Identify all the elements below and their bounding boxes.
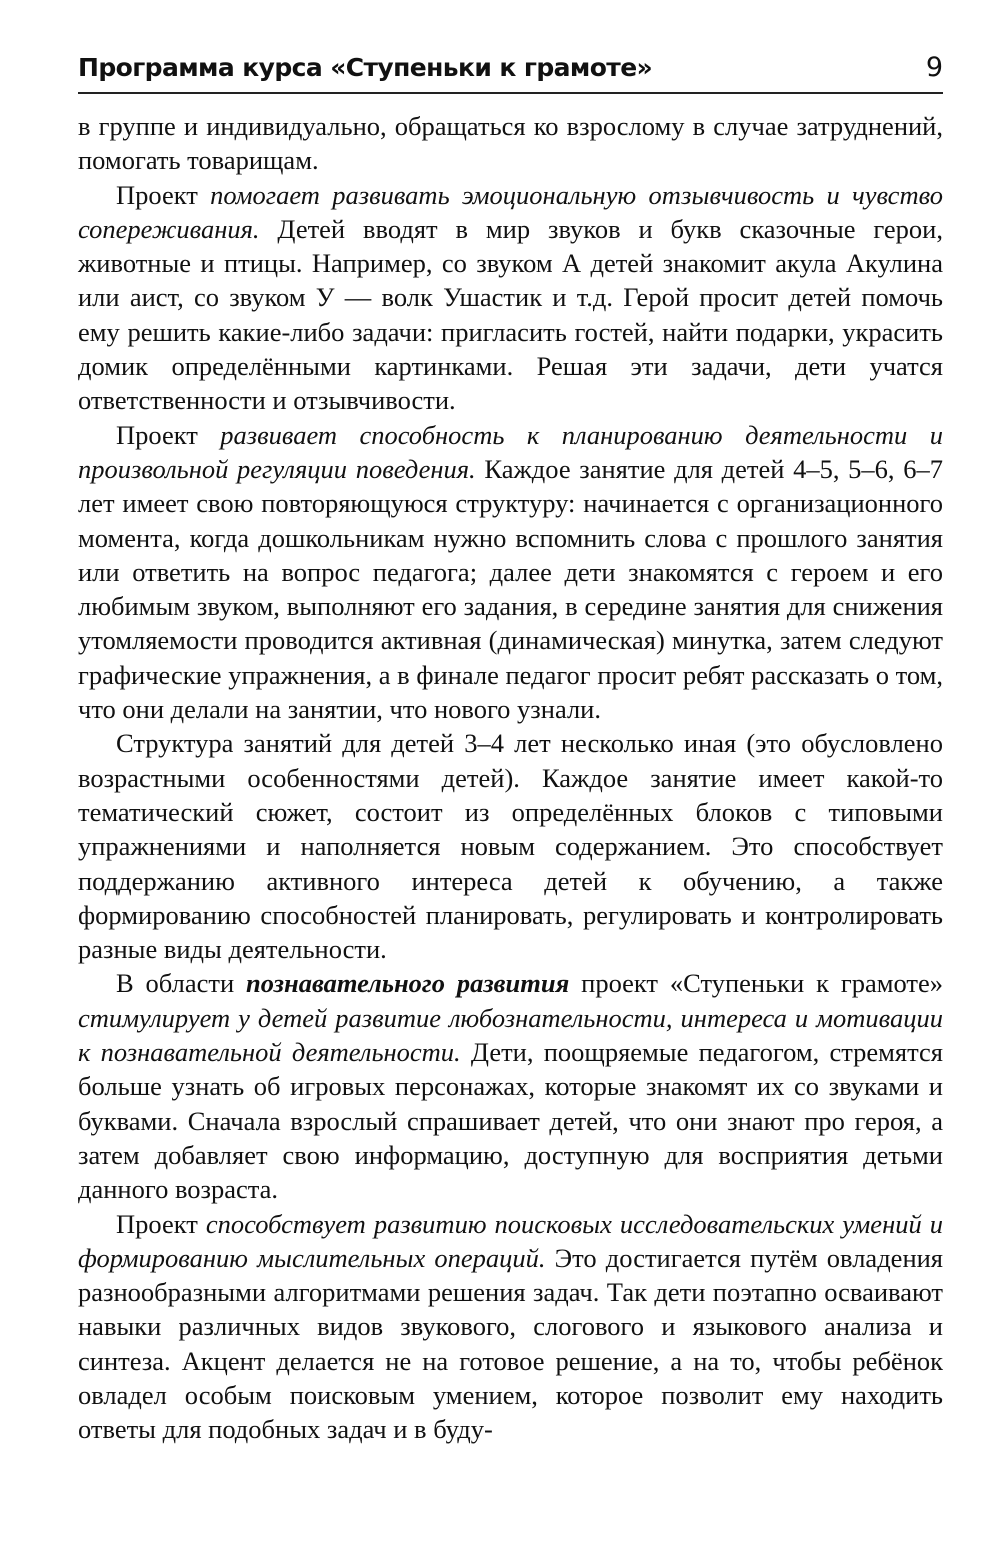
paragraph-3-lead: Проект (116, 419, 221, 450)
header-title: Программа курса «Ступеньки к грамоте» (78, 53, 653, 82)
paragraph-1 (78, 109, 943, 178)
paragraph-3 (78, 418, 943, 727)
paragraph-6-rest: Это достигается путём овладения разнообразными алгоритмами решения задач. Так дети поэтапно осваивают навыки различных видов звукового, слогового и языкового анализа и синтеза. Акцент делается не на готовое решение, а на то, чтобы ребёнок овладел особым поисковым умением, которое позволит ему находить ответы для подобных задач и в буду- (78, 1242, 943, 1445)
paragraph-2-lead: Проект (116, 179, 211, 210)
paragraph-3-emphasis: развивает способность к планированию деятельности и произвольной регуляции поведения. (78, 419, 943, 484)
paragraph-6 (78, 1207, 943, 1447)
paragraph-1-text: в группе и индивидуально, обращаться ко взрослому в случае затруднений, помогать товарищам. (78, 111, 943, 176)
paragraph-5-emphasis: стимулирует у детей развитие любознательности, интереса и мотивации к познавательной деятельности. (78, 1002, 943, 1068)
running-header (78, 46, 943, 94)
paragraph-5-lead: В области (116, 968, 247, 999)
paragraph-5 (78, 966, 943, 1206)
paragraph-5-bold-emphasis: познавательного развития (246, 968, 570, 999)
paragraph-2-rest: Детей вводят в мир звуков и букв сказочные герои, животные и птицы. Например, со звуком А детей знакомит акула Акулина или аист, со звуком У — волк Ушастик и т.д. Герой просит детей помочь ему решить какие-либо задачи: пригласить гостей, найти подарки, украсить домик определёнными картинками. Решая эти задачи, дети учатся ответственности и отзывчивости. (78, 213, 943, 416)
paragraph-6-lead: Проект (116, 1208, 206, 1239)
body-text (78, 109, 943, 1447)
paragraph-5-rest: Дети, поощряемые педагогом, стремятся больше узнать об игровых персонажах, которые знакомят их со звуками и буквами. Сначала взрослый спрашивает детей, что они знают про героя, а затем добавляет свою информацию, доступную для восприятия детьми данного возраста. (78, 1037, 943, 1205)
paragraph-4-text: Структура занятий для детей 3–4 лет несколько иная (это обусловлено возрастными особенностями детей). Каждое занятие имеет какой-то тематический сюжет, состоит из определённых блоков с типовыми упражнениями и наполняется новым содержанием. Это способствует поддержанию активного интереса детей к обучению, а также формированию способностей планировать, регулировать и контролировать разные виды деятельности. (78, 728, 943, 965)
paragraph-2 (78, 178, 943, 418)
page-number: 9 (925, 52, 943, 83)
paragraph-2-emphasis: помогает развивать эмоциональную отзывчивость и чувство сопереживания. (78, 179, 943, 244)
paragraph-6-emphasis: способствует развитию поисковых исследовательских умений и формированию мыслительных операций. (78, 1208, 943, 1273)
paragraph-4 (78, 726, 943, 966)
paragraph-5-mid: проект «Ступеньки к грамоте» (569, 968, 943, 999)
paragraph-3-rest: Каждое занятие для детей 4–5, 5–6, 6–7 лет имеет свою повторяющуюся структуру: начинается с организационного момента, когда дошкольникам нужно вспомнить слова с прошлого занятия или ответить на вопрос педагога; далее дети знакомятся с героем и его любимым звуком, выполняют его задания, в середине занятия для снижения утомляемости проводится активная (динамическая) минутка, затем следуют графические упражнения, а в финале педагог просит ребят рассказать о том, что они делали на занятии, что нового узнали. (78, 453, 943, 725)
